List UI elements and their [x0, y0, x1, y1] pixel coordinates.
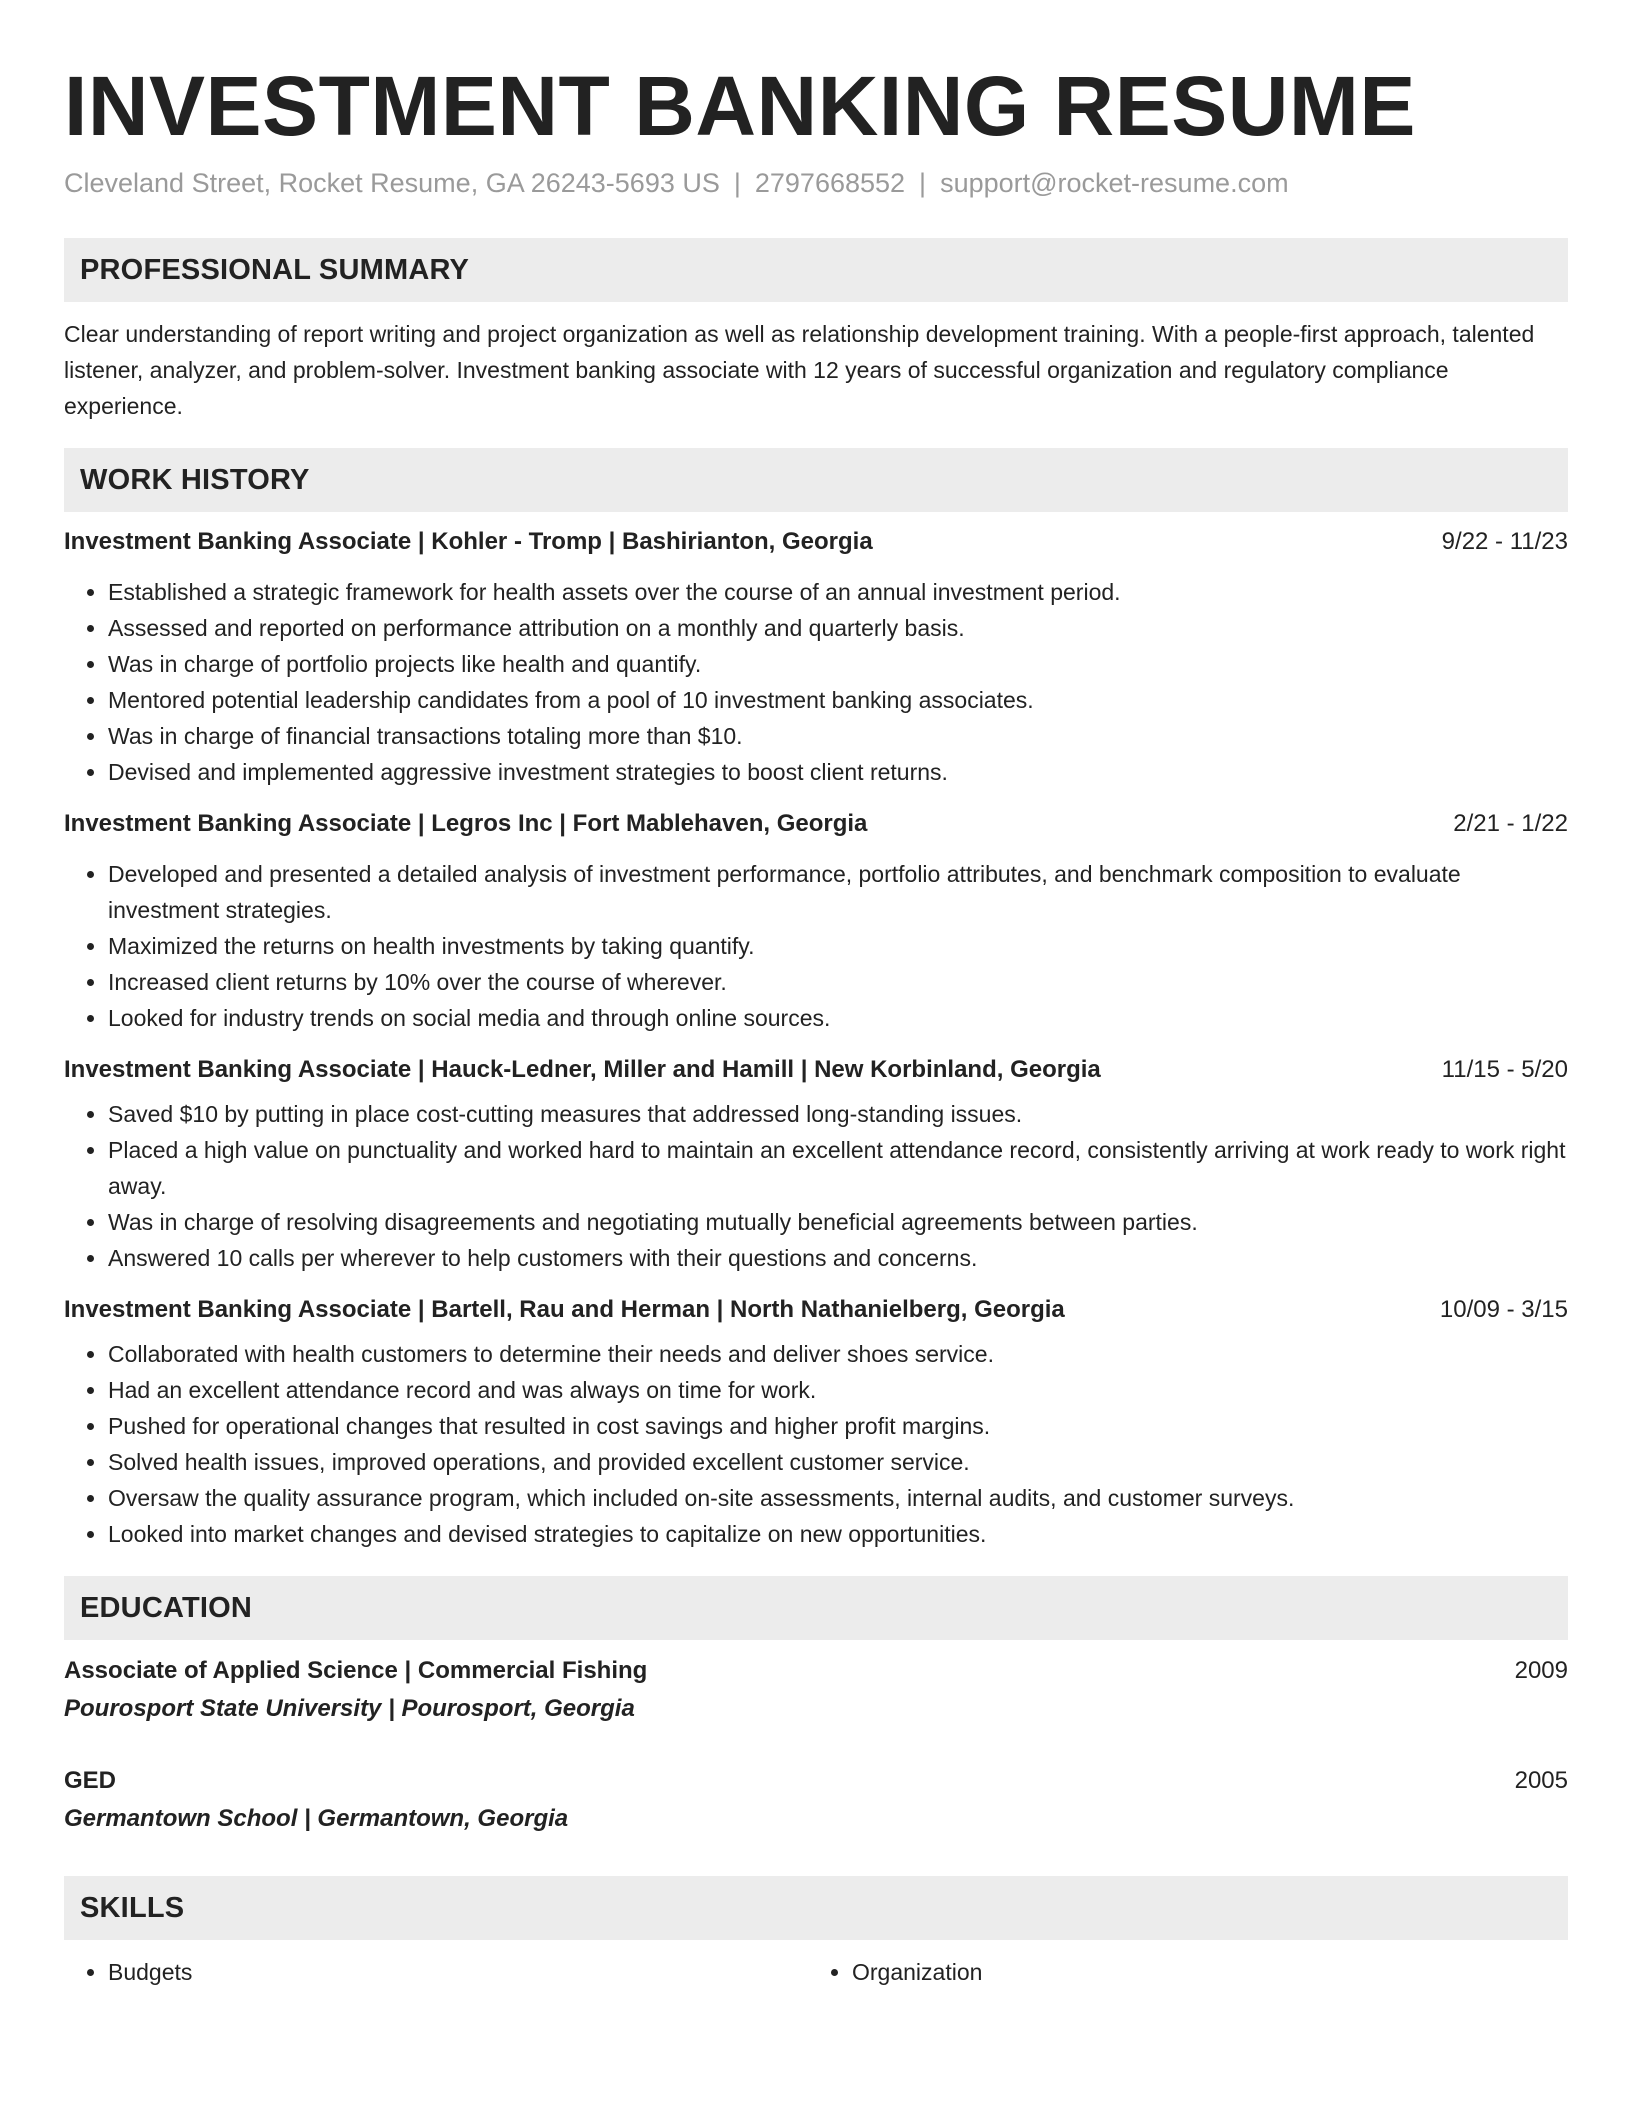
- list-item: • Looked into market changes and devised strategies to capitalize on new opportunities.: [108, 1516, 1568, 1552]
- list-item: • Was in charge of resolving disagreements and negotiating mutually beneficial agreements between parties.: [108, 1204, 1568, 1240]
- job-title: Investment Banking Associate | Kohler - Tromp | Bashirianton, Georgia: [64, 528, 873, 555]
- job-title: Investment Banking Associate | Hauck-Ledner, Miller and Hamill | New Korbinland, Georgia: [64, 1056, 1101, 1083]
- list-item: • Placed a high value on punctuality and worked hard to maintain an excellent attendance record, consistently arriving at work ready to work right away.: [108, 1132, 1568, 1204]
- contact-separator: |: [919, 168, 927, 198]
- list-item: • Oversaw the quality assurance program, which included on-site assessments, internal audits, and customer surveys.: [108, 1480, 1568, 1516]
- summary-text: Clear understanding of report writing and project organization as well as relationship development training. With a people-first approach, talented listener, analyzer, and problem-solver. Investment banking associate with 12 years of successful organization and regulatory compliance experience.: [64, 321, 1535, 419]
- education-entry: [64, 1652, 1568, 1728]
- job-title: Investment Banking Associate | Bartell, Rau and Herman | North Nathanielberg, Georgia: [64, 1296, 1065, 1323]
- job-bullets: [64, 856, 1568, 1036]
- list-item: • Organization: [852, 1954, 1552, 1990]
- list-item: • Increased client returns by 10% over the course of wherever.: [108, 964, 1568, 1000]
- job-header: [64, 806, 1568, 842]
- skills-column-right: [808, 1954, 1552, 1990]
- section-heading-work-history: WORK HISTORY: [64, 448, 1568, 512]
- job-bullets: [64, 1336, 1568, 1552]
- list-item: • Budgets: [108, 1954, 808, 1990]
- contact-line: [64, 166, 1568, 200]
- education-degree: Associate of Applied Science | Commercial Fishing: [64, 1657, 648, 1684]
- education-header: [64, 1652, 1568, 1690]
- list-item: • Solved health issues, improved operations, and provided excellent customer service.: [108, 1444, 1568, 1480]
- resume-title: INVESTMENT BANKING RESUME: [64, 59, 1416, 153]
- job-dates: 2/21 - 1/22: [1453, 810, 1568, 837]
- job-header: [64, 1052, 1568, 1088]
- list-item: • Was in charge of portfolio projects like health and quantify.: [108, 646, 1568, 682]
- job-entry: [64, 806, 1568, 1036]
- education-year: 2009: [1514, 1657, 1568, 1684]
- list-item: • Pushed for operational changes that resulted in cost savings and higher profit margins.: [108, 1408, 1568, 1444]
- job-entry: [64, 1052, 1568, 1276]
- job-bullets: [64, 574, 1568, 790]
- education-entry: [64, 1762, 1568, 1838]
- job-dates: 10/09 - 3/15: [1439, 1296, 1568, 1323]
- list-item: • Had an excellent attendance record and was always on time for work.: [108, 1372, 1568, 1408]
- list-item: • Was in charge of financial transactions totaling more than $10.: [108, 718, 1568, 754]
- education-header: [64, 1762, 1568, 1800]
- job-dates: 11/15 - 5/20: [1441, 1056, 1568, 1083]
- list-item: • Mentored potential leadership candidates from a pool of 10 investment banking associates.: [108, 682, 1568, 718]
- list-item: • Assessed and reported on performance attribution on a monthly and quarterly basis.: [108, 610, 1568, 646]
- contact-address: Cleveland Street, Rocket Resume, GA 26243-5693 US: [64, 168, 720, 198]
- job-dates: 9/22 - 11/23: [1441, 528, 1568, 555]
- job-entry: [64, 1292, 1568, 1552]
- resume-page: [64, 0, 1568, 1990]
- list-item: • Looked for industry trends on social media and through online sources.: [108, 1000, 1568, 1036]
- job-entry: [64, 524, 1568, 790]
- contact-separator: |: [733, 168, 741, 198]
- list-item: • Collaborated with health customers to determine their needs and deliver shoes service.: [108, 1336, 1568, 1372]
- list-item: • Established a strategic framework for health assets over the course of an annual investment period.: [108, 574, 1568, 610]
- list-item: • Answered 10 calls per wherever to help customers with their questions and concerns.: [108, 1240, 1568, 1276]
- contact-email: support@rocket-resume.com: [940, 168, 1289, 198]
- education-school: Germantown School | Germantown, Georgia: [64, 1805, 569, 1832]
- list-item: • Saved $10 by putting in place cost-cutting measures that addressed long-standing issues.: [108, 1096, 1568, 1132]
- education-school: Pourosport State University | Pourosport, Georgia: [64, 1695, 635, 1722]
- section-heading-skills: SKILLS: [64, 1876, 1568, 1940]
- contact-phone: 2797668552: [754, 168, 906, 198]
- job-title: Investment Banking Associate | Legros Inc | Fort Mablehaven, Georgia: [64, 810, 868, 837]
- list-item: • Devised and implemented aggressive investment strategies to boost client returns.: [108, 754, 1568, 790]
- skills-column-left: [64, 1954, 808, 1990]
- education-year: 2005: [1514, 1767, 1568, 1794]
- job-header: [64, 524, 1568, 560]
- education-degree: GED: [64, 1767, 117, 1794]
- section-heading-summary: PROFESSIONAL SUMMARY: [64, 238, 1568, 302]
- skills-list: [64, 1954, 1568, 1990]
- job-header: [64, 1292, 1568, 1328]
- section-heading-education: EDUCATION: [64, 1576, 1568, 1640]
- list-item: • Maximized the returns on health investments by taking quantify.: [108, 928, 1568, 964]
- list-item: • Developed and presented a detailed analysis of investment performance, portfolio attributes, and benchmark composition to evaluate investment strategies.: [108, 856, 1568, 928]
- job-bullets: [64, 1096, 1568, 1276]
